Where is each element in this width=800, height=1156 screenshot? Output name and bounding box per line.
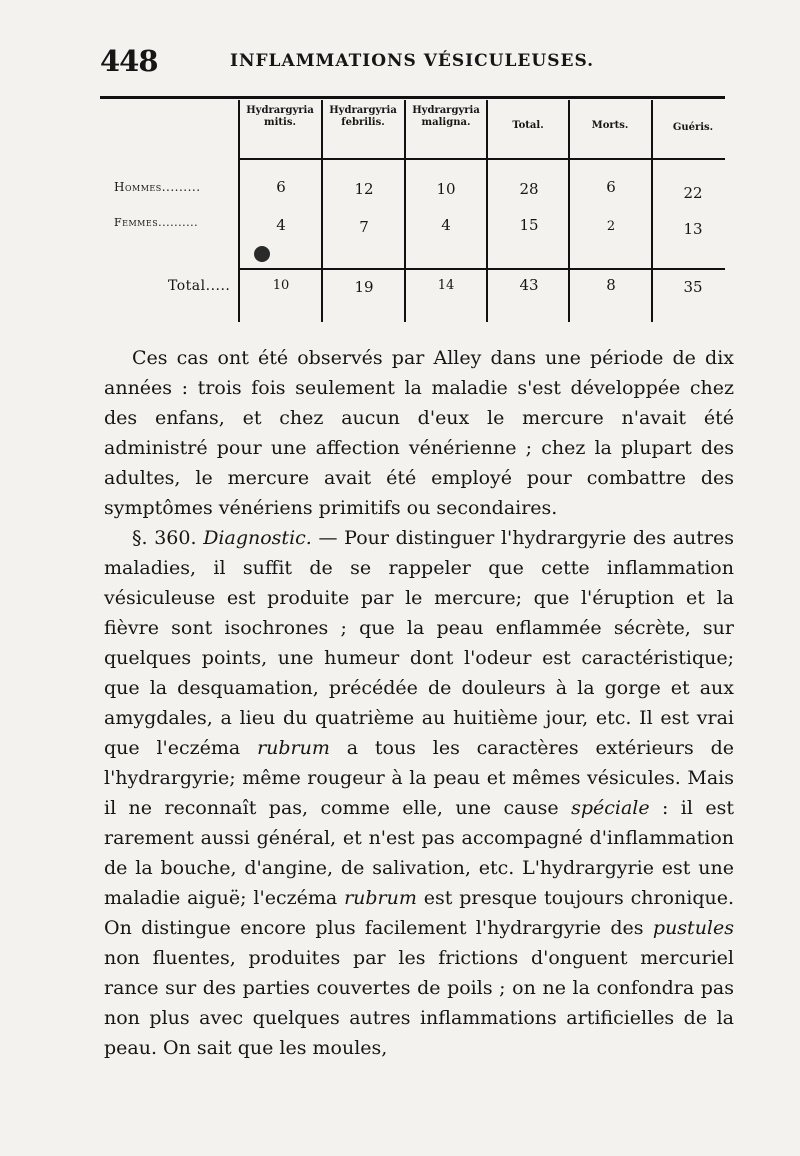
section-number: §. 360. [132,527,204,549]
page-number: 448 [100,44,158,78]
statistics-table [100,92,725,322]
table-cell: 10 [436,180,456,198]
row-label-total: Total..... [168,278,231,294]
paragraph [104,523,734,1063]
text-span: est presque toujours chronique. On distingue encore plus facilement l'hydrargyrie des [104,887,734,939]
emphasis: rubrum [344,887,417,909]
table-cell: 7 [359,218,369,236]
table-cell: 13 [683,220,703,238]
row-label-hommes: Hommes......... [114,180,201,194]
table-cell: 43 [519,276,539,294]
paragraph: Ces cas ont été observés par Alley dans une période de dix années : trois fois seulement la maladie s'est développée chez des enfans, et chez aucun d'eux le mercure n'avait été administré pour une affection vénérienne ; chez la plupart des adultes, le mercure avait été employé pour combattre des symptômes vénériens primitifs ou secondaires. [104,347,734,519]
table-cell: 35 [683,278,703,296]
page-header [100,44,720,80]
column-header-febrilis: Hydrargyria febrilis. [329,105,397,128]
column-header-morts: Morts. [591,120,629,131]
text-span: — Pour distinguer l'hydrargyrie des autres maladies, il suffit de se rappeler que cette inflammation vésiculeuse est produite par le mercure; que l'éruption et la fièvre sont isochrones ; que la peau enflammée sécrète, sur quelques points, une humeur dont l'odeur est caractéristique; que la desquamation, précédée de douleurs à la gorge et aux amygdales, a lieu du quatrième au huitième jour, etc. Il est vrai que l'eczéma [104,527,734,759]
table-cell: 28 [519,180,539,198]
table-top-rule [100,96,725,99]
ink-blot [254,246,270,262]
text-span: non fluentes, produites par les frictions d'onguent mercuriel rance sur des parties couvertes de poils ; on ne la confondra pas non plus avec quelques autres inflammations artificielles de la peau. On sait que les moules, [104,947,734,1059]
column-header-mitis: Hydrargyria mitis. [246,105,314,128]
body-text [104,343,734,1063]
column-header-gueris: Guéris. [672,122,714,133]
emphasis: rubrum [257,737,330,759]
table-cell: 19 [354,278,374,296]
running-title: INFLAMMATIONS VÉSICULEUSES. [230,51,595,71]
table-cell: 2 [606,219,616,234]
emphasis: pustules [652,917,734,939]
column-header-total: Total. [512,120,544,131]
table-cell: 14 [437,278,455,293]
table-cell: 12 [354,180,374,198]
table-cell: 6 [276,178,286,196]
row-label-femmes: Femmes.......... [114,216,199,229]
text-span: a tous les caractères extérieurs de l'hydrargyrie; même rougeur à la peau et mêmes vésicules. Mais il ne reconnaît pas, comme elle, une cause [104,737,734,819]
table-cell: 22 [683,184,703,202]
emphasis: spéciale [571,797,650,819]
table-cell: 8 [606,276,616,294]
table-cell: 10 [272,278,290,293]
column-header-maligna: Hydrargyria maligna. [412,105,480,128]
table-cell: 4 [276,216,286,234]
table-cell: 15 [519,216,539,234]
table-cell: 4 [441,216,451,234]
table-cell: 6 [606,178,616,196]
text-span: : il est rarement aussi général, et n'est pas accompagné d'inflammation de la bouche, d'angine, de salivation, etc. L'hydrargyrie est une maladie aiguë; l'eczéma [104,797,735,909]
section-heading: Diagnostic. [203,527,312,549]
